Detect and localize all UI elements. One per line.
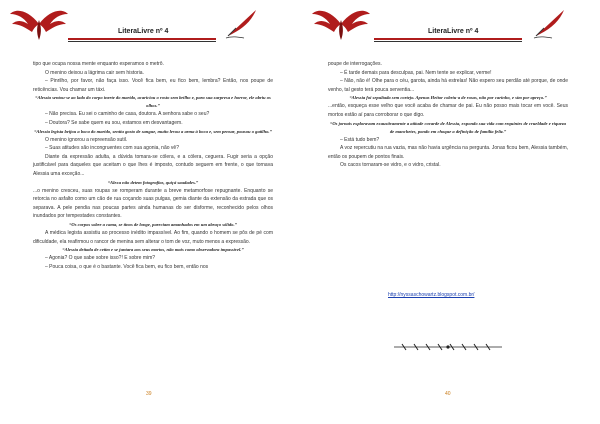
body-paragraph: – Doutora? Se sabe quem eu sou, estamos em desvantagem. <box>45 119 183 126</box>
header-rule <box>374 38 522 40</box>
pull-quote: “Alexa não detem fotografias, quiçá saudades.” <box>107 179 199 185</box>
body-paragraph: Os cacos tornaram-se vidro, e o vidro, cristal. <box>340 162 441 169</box>
body-paragraph: – É tarde demais para desculpas, pai. Nem tente se explicar, verme! <box>340 69 492 76</box>
body-paragraph: – Pouca coisa, o que é o bastante. Você fica bem, eu fico bem, então nos <box>45 263 209 270</box>
article-body <box>328 60 568 170</box>
pull-quote: “Alessia sentou-se ao lado do corpo inerte do marido, acariciou o rosto sem brilho e, para sua surpresa e horror, ele abriu os olhos.” <box>35 95 271 109</box>
header-rule <box>68 38 216 40</box>
body-paragraph: ...o menino cresceu, suas roupas se romperam durante a breve metamorfose repugnante. Enquanto se retorcia no asfalto como um cão de rua coçando suas pulgas, gemia diante da extensão da estrada que os separava. A pele pendia nas poucas partes ainda humanas do ser disforme, reconhecido pelos olhos inundados por tempestades constantes. <box>33 187 273 220</box>
quill-pen-icon <box>530 6 570 40</box>
author-blog-link[interactable]: http://nyssaschowartz.blogspot.com.br/ <box>388 292 475 298</box>
quill-pen-icon <box>222 6 262 40</box>
body-paragraph: poupe de interrogações. <box>328 61 382 67</box>
pull-quote: “Alessia deitada de cetim e se juntara aos seus mortos, não mais como observadora impassível.” <box>62 247 244 253</box>
header-title: LiteraLivre nº 4 <box>118 28 169 35</box>
body-paragraph: – Suas atitudes são incongruentes com sua agonia, não vê? <box>45 145 179 152</box>
body-paragraph: A médica legista assistiu ao processo inédito impassível. Ao fim, quando o homem se pôs de pé com dificuldade, ela reafirmou o rancor de menina sem alterar o tom de voz, muto menos a expressão. <box>33 229 273 245</box>
body-paragraph: – Não, não é! Olhe para o céu, garota, ainda há estrelas! Não espero seu perdão até porque, de onde venho, tal gesto terá pouca serventia... <box>328 78 568 93</box>
body-paragraph: Diante da expressão adulta, a dúvida tomara-se cólera, e a cólera, ceguera. Fugir seria a opção justificável para daqueles que aceitam o que lhes é imposto, contudo seguem em frente, o que tornava Alessia uma exceção... <box>33 153 273 177</box>
page-number: 39 <box>146 391 152 397</box>
pull-quote: “Alessia legista beijou a boca do marido, sentiu gosto de sangue, muito levou a arma à boca e, sem pensar, pousou o gatilho.” <box>34 128 272 134</box>
pull-quote: “Os jornais exploravam exaustivamente a atitude covarde de Alessia, expondo sua vida com requintes de crueldade e riqueza de manchetes, pondo em choque a definição de família feliz.” <box>330 120 566 134</box>
body-paragraph: tipo que ocupa nossa mente enquanto esperamos o metrô. <box>33 61 164 67</box>
phoenix-logo-icon <box>310 2 372 44</box>
body-paragraph: O menino deixou a lágrima cair sem historia. <box>45 69 144 76</box>
pull-quote: “Alessia foi sepultada sem cortejo. Apenas Heitor cobriu-a de rosas, não por carinho, e sim por apreço.” <box>349 95 547 101</box>
body-paragraph: A voz repercutiu na rua vazia, mas não havia urgência na pergunta. Jonas ficou bem, Alessia também, então os poupem de pontos finais. <box>328 145 568 160</box>
header-title: LiteraLivre nº 4 <box>428 28 479 35</box>
body-paragraph: – Está tudo bem? <box>340 136 380 143</box>
header-rule-thin <box>68 41 216 42</box>
header-rule-thin <box>374 41 522 42</box>
ornamental-divider-icon <box>392 342 504 352</box>
phoenix-logo-icon <box>8 2 70 44</box>
body-paragraph: O menino ignorou a repreensão sutil. <box>45 136 128 143</box>
body-paragraph: – Agonia? O que sabe sobre isso?! E sobre mim? <box>45 255 156 262</box>
body-paragraph: – Pinrilho, por favor, não faça isso. Você fica bem, eu fico bem, lembra? Então, nos poupe de reticências. Vou chamar um táxi. <box>33 78 273 93</box>
body-paragraph: ...então, esqueça esse velho que você acaba de chamar de pai. Eu não posso mais tocar em você. Seus mortos estão aí para corroborar o que digo. <box>328 103 568 118</box>
body-paragraph: – Não precisa. Eu sei o caminho de casa, doutora. A senhora sabe o seu? <box>45 111 210 118</box>
right-page <box>300 0 600 424</box>
pull-quote: “Os corpos sobre a cama, se tinos de longe, pareciam amanhados em um abraço sólido.” <box>69 221 237 227</box>
page-number: 40 <box>445 391 451 397</box>
article-body <box>33 60 273 271</box>
